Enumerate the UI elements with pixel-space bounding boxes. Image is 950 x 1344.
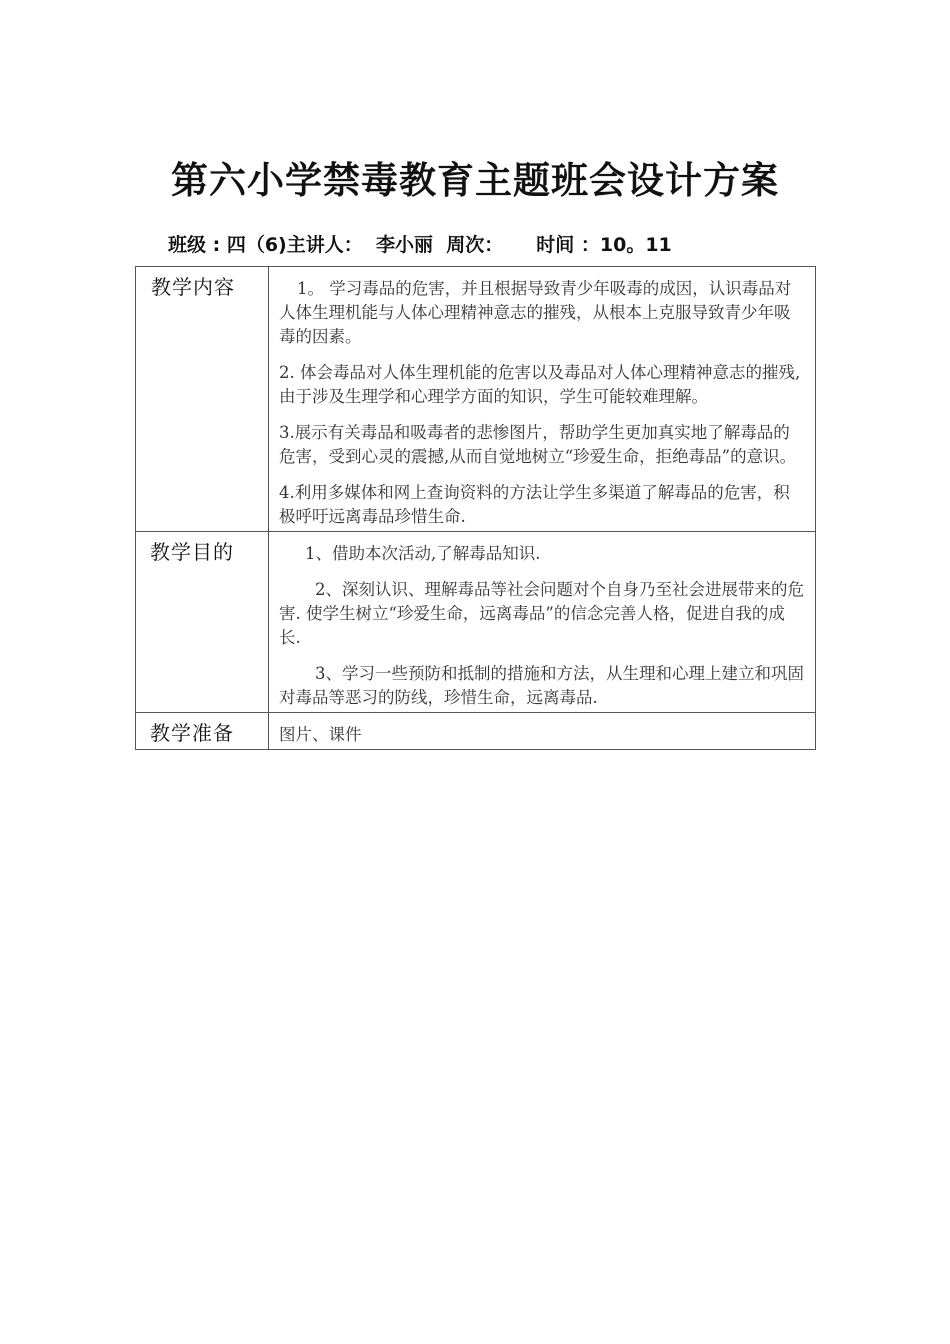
table-row <box>136 713 816 750</box>
table-row <box>136 267 816 532</box>
row-content-preparation <box>269 713 816 750</box>
paragraph: 2. 体会毒品对人体生理机能的危害以及毒品对人体心理精神意志的摧残,由于涉及生理学和心理学方面的知识，学生可能较难理解。 <box>279 363 801 406</box>
row-label-objectives: 教学目的 <box>136 532 269 713</box>
table-row <box>136 532 816 713</box>
paragraph: 1、借助本次活动,了解毒品知识. <box>305 544 541 563</box>
lesson-plan-table <box>135 266 816 750</box>
paragraph: 3.展示有关毒品和吸毒者的悲惨图片，帮助学生更加真实地了解毒品的危害，受到心灵的震撼,从而自觉地树立“珍爱生命，拒绝毒品”的意识。 <box>279 423 797 466</box>
row-label-content: 教学内容 <box>136 267 269 532</box>
class-info-line: 班级 : 四（6)主讲人： 李小丽 周次： 时间 ：10。11 <box>168 234 672 256</box>
row-content-objectives <box>269 532 816 713</box>
row-content-teaching-content <box>269 267 816 532</box>
document-title: 第六小学禁毒教育主题班会设计方案 <box>171 159 779 202</box>
row-label-preparation: 教学准备 <box>136 713 269 750</box>
paragraph: 3、学习一些预防和抵制的措施和方法，从生理和心理上建立和巩固对毒品等恶习的防线，珍惜生命，远离毒品. <box>279 664 804 707</box>
paragraph: 2、深刻认识、理解毒品等社会问题对个自身乃至社会进展带来的危害. 使学生树立“珍爱生命，远离毒品”的信念完善人格，促进自我的成长. <box>279 580 804 647</box>
paragraph: 4.利用多媒体和网上查询资料的方法让学生多渠道了解毒品的危害，积极呼吁远离毒品珍惜生命. <box>279 483 790 526</box>
paragraph: 图片、课件 <box>279 725 362 744</box>
paragraph: 1。 学习毒品的危害，并且根据导致青少年吸毒的成因，认识毒品对人体生理机能与人体心理精神意志的摧残，从根本上克服导致青少年吸毒的因素。 <box>279 279 792 346</box>
